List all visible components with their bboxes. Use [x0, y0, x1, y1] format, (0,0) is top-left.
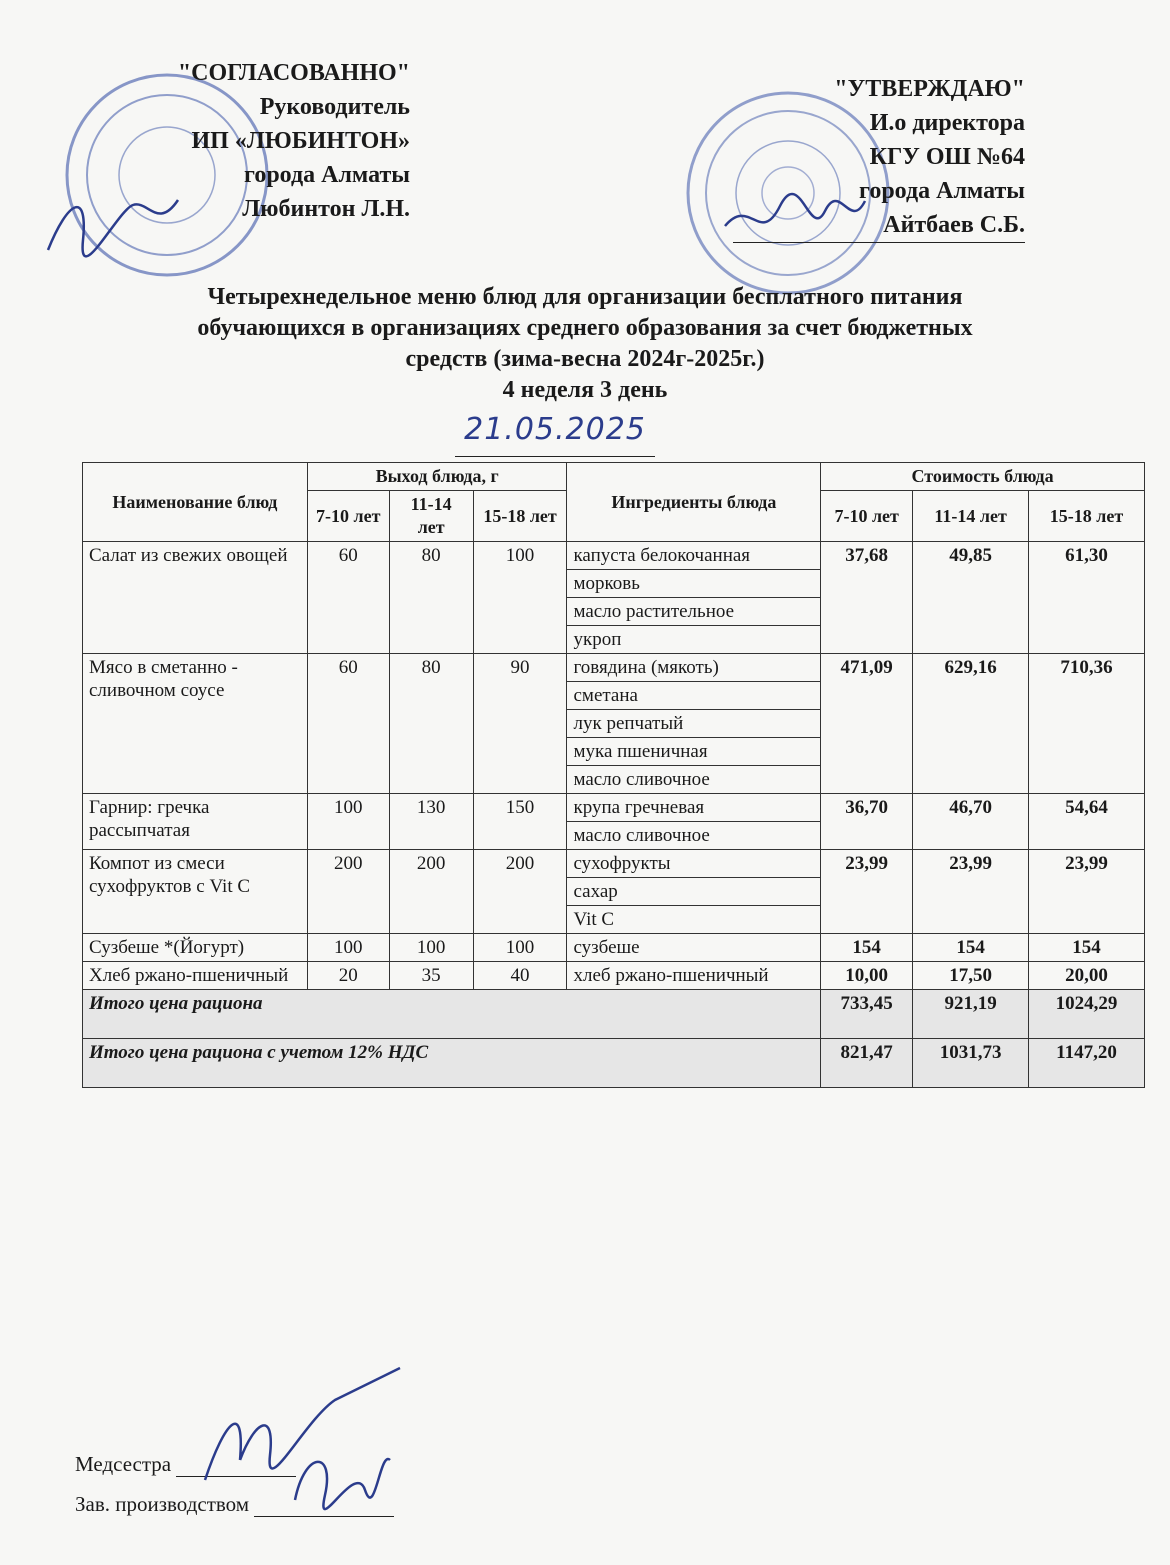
dish-output-1: 60 — [307, 542, 389, 654]
dish-cost-3: 710,36 — [1029, 654, 1145, 794]
table-row — [83, 962, 1145, 990]
total-label: Итого цена рациона с учетом 12% НДС — [83, 1039, 821, 1088]
dish-output-3: 150 — [473, 794, 567, 850]
dish-cost-1: 37,68 — [821, 542, 913, 654]
ingredient: сузбеше — [567, 934, 821, 962]
dish-cost-2: 154 — [913, 934, 1029, 962]
header-name: Наименование блюд — [83, 463, 308, 542]
total-value-3: 1024,29 — [1029, 990, 1145, 1039]
table-row — [83, 654, 1145, 682]
dish-cost-3: 54,64 — [1029, 794, 1145, 850]
dish-output-2: 130 — [389, 794, 473, 850]
dish-output-1: 100 — [307, 934, 389, 962]
ingredient: масло сливочное — [567, 822, 821, 850]
total-value-3: 1147,20 — [1029, 1039, 1145, 1088]
dish-output-3: 100 — [473, 934, 567, 962]
approval-left-city: города Алматы — [244, 162, 410, 188]
dish-output-2: 35 — [389, 962, 473, 990]
approval-left-heading: "СОГЛАСОВАННО" — [177, 60, 410, 86]
table-row — [83, 542, 1145, 570]
header-cost-age-2: 11-14 лет — [913, 491, 1029, 542]
ingredient: укроп — [567, 626, 821, 654]
dish-cost-2: 17,50 — [913, 962, 1029, 990]
dish-cost-3: 61,30 — [1029, 542, 1145, 654]
dish-name: Мясо в сметанно - сливочном соусе — [83, 654, 308, 794]
dish-output-3: 90 — [473, 654, 567, 794]
nurse-label: Медсестра — [75, 1452, 172, 1476]
approval-right-city: города Алматы — [859, 178, 1025, 204]
ingredient: крупа гречневая — [567, 794, 821, 822]
ingredient: масло растительное — [567, 598, 821, 626]
dish-output-1: 200 — [307, 850, 389, 934]
total-value-1: 821,47 — [821, 1039, 913, 1088]
ingredient: Vit C — [567, 906, 821, 934]
dish-cost-2: 23,99 — [913, 850, 1029, 934]
approval-right-name: Айтбаев С.Б. — [733, 208, 1025, 243]
ingredient: сметана — [567, 682, 821, 710]
header-ingredients: Ингредиенты блюда — [567, 463, 821, 542]
dish-cost-3: 20,00 — [1029, 962, 1145, 990]
total-row — [83, 1039, 1145, 1088]
header-cost-age-3: 15-18 лет — [1029, 491, 1145, 542]
approval-left-position: Руководитель — [259, 94, 410, 120]
table-row — [83, 934, 1145, 962]
header-output-age-1: 7-10 лет — [307, 491, 389, 542]
dish-output-3: 40 — [473, 962, 567, 990]
dish-cost-1: 23,99 — [821, 850, 913, 934]
document-title — [60, 282, 1110, 406]
dish-name: Гарнир: гречка рассыпчатая — [83, 794, 308, 850]
ingredient: сухофрукты — [567, 850, 821, 878]
dish-output-1: 60 — [307, 654, 389, 794]
total-value-1: 733,45 — [821, 990, 913, 1039]
header-output: Выход блюда, г — [307, 463, 567, 491]
total-value-2: 921,19 — [913, 990, 1029, 1039]
dish-output-1: 20 — [307, 962, 389, 990]
table-row — [83, 850, 1145, 878]
header-output-age-2: 11-14 лет — [389, 491, 473, 542]
approval-left-org: ИП «ЛЮБИНТОН» — [191, 128, 410, 154]
ingredient: капуста белокочанная — [567, 542, 821, 570]
dish-cost-1: 471,09 — [821, 654, 913, 794]
dish-output-2: 80 — [389, 542, 473, 654]
total-label: Итого цена рациона — [83, 990, 821, 1039]
approval-left-name: Любинтон Л.Н. — [242, 196, 410, 222]
title-line-2: обучающихся в организациях среднего образования за счет бюджетных — [197, 315, 973, 341]
approval-right-heading: "УТВЕРЖДАЮ" — [834, 76, 1025, 102]
signature-chief — [285, 1440, 395, 1520]
total-value-2: 1031,73 — [913, 1039, 1029, 1088]
header-cost-age-1: 7-10 лет — [821, 491, 913, 542]
dish-name: Сузбеше *(Йогурт) — [83, 934, 308, 962]
dish-name: Салат из свежих овощей — [83, 542, 308, 654]
chief-label: Зав. производством — [75, 1492, 250, 1516]
menu-table — [82, 462, 1145, 1088]
signature-left — [38, 180, 188, 270]
ingredient: мука пшеничная — [567, 738, 821, 766]
handwritten-date: 21.05.2025 — [455, 412, 655, 457]
dish-output-1: 100 — [307, 794, 389, 850]
dish-output-2: 80 — [389, 654, 473, 794]
ingredient: масло сливочное — [567, 766, 821, 794]
dish-name: Хлеб ржано-пшеничный — [83, 962, 308, 990]
approval-right-position: И.о директора — [869, 110, 1025, 136]
dish-cost-2: 46,70 — [913, 794, 1029, 850]
dish-output-2: 100 — [389, 934, 473, 962]
ingredient: сахар — [567, 878, 821, 906]
dish-cost-3: 154 — [1029, 934, 1145, 962]
ingredient: морковь — [567, 570, 821, 598]
dish-name: Компот из смеси сухофруктов с Vit C — [83, 850, 308, 934]
dish-cost-1: 10,00 — [821, 962, 913, 990]
ingredient: хлеб ржано-пшеничный — [567, 962, 821, 990]
title-line-1: Четырехнедельное меню блюд для организации бесплатного питания — [207, 284, 963, 310]
header-output-age-3: 15-18 лет — [473, 491, 567, 542]
dish-output-3: 200 — [473, 850, 567, 934]
ingredient: говядина (мякоть) — [567, 654, 821, 682]
dish-cost-1: 36,70 — [821, 794, 913, 850]
dish-cost-2: 629,16 — [913, 654, 1029, 794]
title-line-3: средств (зима-весна 2024г-2025г.) — [405, 346, 765, 372]
signature-right — [720, 186, 870, 256]
dish-cost-3: 23,99 — [1029, 850, 1145, 934]
dish-output-3: 100 — [473, 542, 567, 654]
ingredient: лук репчатый — [567, 710, 821, 738]
dish-output-2: 200 — [389, 850, 473, 934]
title-line-4: 4 неделя 3 день — [502, 377, 668, 403]
dish-cost-1: 154 — [821, 934, 913, 962]
dish-cost-2: 49,85 — [913, 542, 1029, 654]
menu-table-body — [83, 542, 1145, 1088]
table-row — [83, 794, 1145, 822]
header-cost: Стоимость блюда — [821, 463, 1145, 491]
total-row — [83, 990, 1145, 1039]
approval-right-org: КГУ ОШ №64 — [869, 144, 1025, 170]
